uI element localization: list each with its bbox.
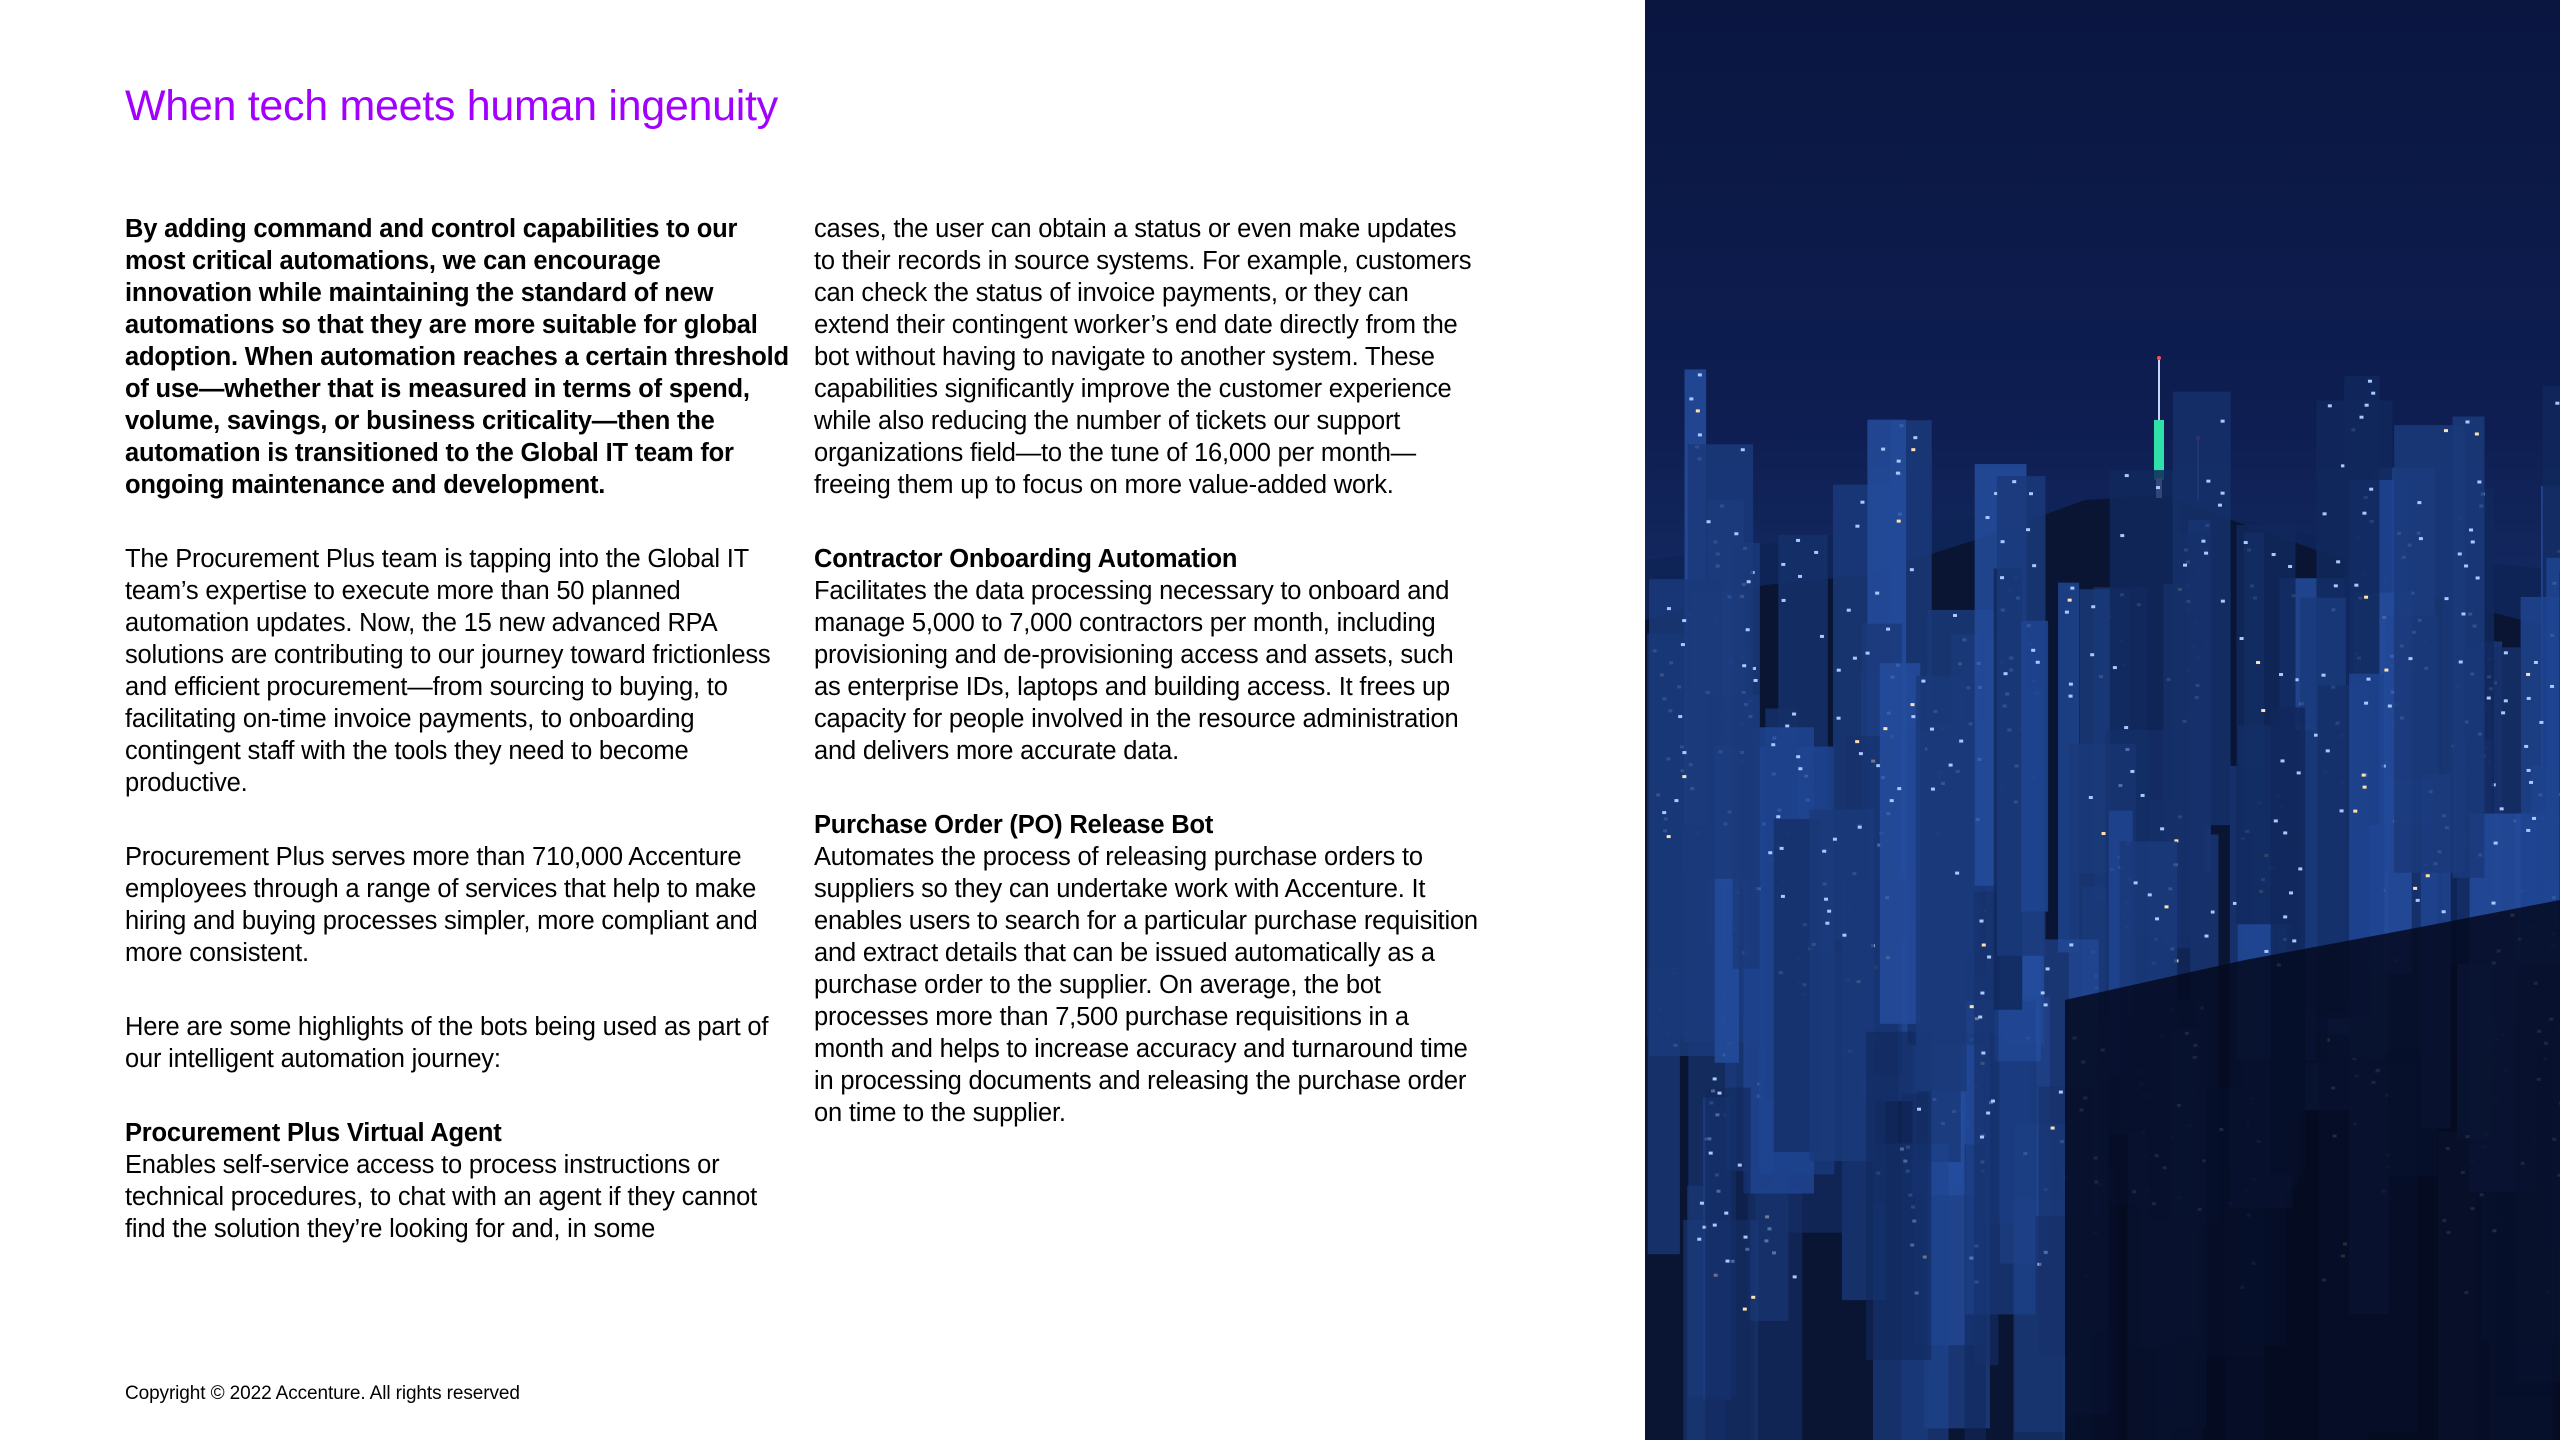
building-window — [1734, 532, 1738, 535]
building-window — [1855, 525, 1859, 528]
building-window — [2102, 832, 2106, 835]
building-window — [1667, 607, 1671, 610]
building-window — [2233, 902, 2237, 905]
building-window — [2272, 553, 2276, 556]
building-window — [1837, 717, 1841, 720]
building-window — [1827, 910, 1831, 913]
building-window — [2029, 492, 2033, 495]
building-window — [1981, 1052, 1985, 1055]
building-window — [2044, 1003, 2048, 1006]
building-window — [1798, 767, 1802, 770]
building-window — [2466, 420, 2470, 423]
building-window — [1780, 847, 1784, 850]
building-window — [1876, 764, 1880, 767]
building-window — [2221, 492, 2225, 495]
building-window — [1771, 743, 1775, 746]
building-window — [2065, 611, 2069, 614]
building-window — [2134, 881, 2138, 884]
building-window — [1825, 922, 1829, 925]
building-window — [1741, 448, 1745, 451]
building — [2452, 416, 2484, 877]
building-window — [2322, 674, 2326, 677]
section-po-release-bot — [814, 809, 1479, 1129]
building-window — [2221, 600, 2225, 603]
building-window — [1792, 713, 1796, 716]
building-window — [1814, 551, 1818, 554]
building-window — [1682, 775, 1686, 778]
building-window — [2000, 576, 2004, 579]
building-window — [2524, 745, 2528, 748]
building-window — [2004, 672, 2008, 675]
section-contractor-onboarding — [814, 543, 1479, 767]
building-window — [2417, 501, 2421, 504]
building-window — [1742, 664, 1746, 667]
building-window — [2426, 874, 2430, 877]
building-window — [2501, 711, 2505, 714]
building-window — [1662, 811, 1666, 814]
building-window — [2160, 827, 2164, 830]
building-window — [1682, 619, 1686, 622]
building-window — [2046, 967, 2050, 970]
building-window — [2283, 831, 2287, 834]
building-window — [2089, 796, 2093, 799]
building-window — [2206, 480, 2210, 483]
building-window — [1886, 628, 1890, 631]
building-window — [2264, 950, 2268, 953]
building-window — [2165, 905, 2169, 908]
section-body: Enables self-service access to process instructions or technical procedures, to chat with an agent if they cannot find the solution they’re looking for and, in some — [125, 1151, 757, 1243]
building-window — [2283, 915, 2287, 918]
building-window — [2012, 480, 2016, 483]
building-window — [1979, 920, 1983, 923]
building-window — [2504, 651, 2508, 654]
building-window — [1921, 680, 1925, 683]
city-night-photo — [1645, 0, 2560, 1440]
building-window — [2353, 810, 2357, 813]
building-window — [1796, 539, 1800, 542]
building-window — [2334, 584, 2338, 587]
building-window — [2090, 653, 2094, 656]
building-window — [2419, 537, 2423, 540]
building — [1705, 1088, 1750, 1440]
building-window — [1955, 872, 1959, 875]
building-window — [2314, 734, 2318, 737]
building-window — [1982, 944, 1986, 947]
cityscape-illustration — [1645, 0, 2560, 1440]
section-heading: Purchase Order (PO) Release Bot — [814, 811, 1214, 839]
building-window — [1931, 788, 1935, 791]
building-window — [1949, 764, 1953, 767]
building-window — [1738, 1164, 1742, 1167]
building-window — [1987, 956, 1991, 959]
building-window — [2326, 749, 2330, 752]
building-window — [1747, 580, 1751, 583]
section-heading: Contractor Onboarding Automation — [814, 545, 1238, 573]
building-window — [1853, 657, 1857, 660]
building-window — [2298, 867, 2302, 870]
intro-paragraph: By adding command and control capabilities to our most critical automations, we can encourage innovation while maintaining the standard of new automations so that they are more suitable for global adoption. When automation reaches a certain threshold of use—whether that is measured in terms of spend, volume, savings, or business criticality—then the automation is transitioned to the Global IT team for ongoing maintenance and development. — [125, 215, 789, 499]
building-window — [2001, 540, 2005, 543]
building-window — [2130, 770, 2134, 773]
building-window — [1820, 635, 1824, 638]
building-window — [2368, 380, 2372, 383]
building-window — [2442, 910, 2446, 913]
building-window — [2363, 786, 2367, 789]
paragraph-highlights: Here are some highlights of the bots being used as part of our intelligent automation journey: — [125, 1013, 769, 1073]
building-window — [1681, 643, 1685, 646]
building-window — [2526, 829, 2530, 832]
building-window — [1855, 740, 1859, 743]
building-window — [2340, 809, 2344, 812]
building-window — [1833, 838, 1837, 841]
building-window — [1698, 373, 1702, 376]
building-window — [1910, 568, 1914, 571]
building-window — [1986, 516, 1990, 519]
building-window — [1698, 433, 1702, 436]
building-window — [2461, 612, 2465, 615]
building-window — [1709, 1152, 1713, 1155]
building-window — [2261, 709, 2265, 712]
building-window — [1822, 850, 1826, 853]
building — [2021, 621, 2048, 912]
building-window — [2487, 697, 2491, 700]
building-window — [1875, 592, 1879, 595]
building-window — [2527, 769, 2531, 772]
building-window — [2388, 705, 2392, 708]
building-window — [1751, 1296, 1755, 1299]
building-window — [1930, 728, 1934, 731]
building-window — [1859, 752, 1863, 755]
building-window — [2445, 597, 2449, 600]
building-window — [1847, 609, 1851, 612]
building-window — [2051, 1127, 2055, 1130]
building-window — [2256, 661, 2260, 664]
building-window — [2534, 661, 2538, 664]
building-window — [1724, 1212, 1728, 1215]
building — [1809, 810, 1874, 1161]
building-window — [2459, 660, 2463, 663]
building-window — [2471, 540, 2475, 543]
building-window — [2292, 939, 2296, 942]
building-window — [1718, 1092, 1722, 1095]
building-window — [1970, 1005, 1974, 1008]
building-window — [1917, 1108, 1921, 1111]
building-window — [2504, 699, 2508, 702]
building-window — [2244, 541, 2248, 544]
building-window — [1697, 1238, 1701, 1241]
building-window — [1897, 787, 1901, 790]
building-window — [1978, 1016, 1982, 1019]
building-window — [1798, 575, 1802, 578]
section-heading: Procurement Plus Virtual Agent — [125, 1119, 502, 1147]
building-window — [2362, 774, 2366, 777]
building-window — [1667, 835, 1671, 838]
building-window — [2297, 771, 2301, 774]
building-window — [2336, 560, 2340, 563]
building-window — [2555, 402, 2559, 405]
building — [2173, 392, 2231, 826]
building-window — [1785, 725, 1789, 728]
building-window — [2155, 917, 2159, 920]
building-window — [2458, 552, 2462, 555]
building-window — [2274, 819, 2278, 822]
building-window — [1678, 715, 1682, 718]
paragraph-procurement-plus: Procurement Plus serves more than 710,000 Accenture employees through a range of services that help to make hiring and buying processes simpler, more compliant and more consistent. — [125, 843, 758, 967]
building-window — [1744, 1236, 1748, 1239]
building-window — [1897, 520, 1901, 523]
paragraph-global-it: The Procurement Plus team is tapping into the Global IT team’s expertise to execute more than 50 planned automation updates. Now, the 15 new advanced RPA solutions are contributing to our journey toward frictionless and efficient procurement—from sourcing to buying, to facilitating on-time invoice payments, to onboarding contingent staff with the tools they need to become productive. — [125, 545, 771, 797]
section-body: Automates the process of releasing purchase orders to suppliers so they can undertake work with Accenture. It enables users to search for a particular purchase requisition and extract details that can be issued automatically as a purchase order to the supplier. On average, the bot processes more than 7,500 purchase requisitions in a month and helps to increase accuracy and turnaround time in processing documents and releasing the purchase order on time to the supplier. — [814, 843, 1478, 1127]
building-window — [1953, 614, 1957, 617]
building-window — [2364, 702, 2368, 705]
building-window — [1781, 563, 1785, 566]
building-window — [1911, 715, 1915, 718]
building-window — [1883, 727, 1887, 730]
building-window — [1910, 703, 1914, 706]
building-window — [2539, 721, 2543, 724]
building-window — [2205, 935, 2209, 938]
building-window — [1689, 397, 1693, 400]
building-window — [1793, 1275, 1797, 1278]
building-window — [1959, 740, 1963, 743]
building-window — [1696, 409, 1700, 412]
building-window — [1754, 679, 1758, 682]
building-window — [2141, 794, 2145, 797]
building-window — [2204, 552, 2208, 555]
building-window — [2494, 842, 2498, 845]
building-window — [2201, 540, 2205, 543]
building-window — [2279, 673, 2283, 676]
building-window — [2070, 587, 2074, 590]
building-window — [2413, 887, 2417, 890]
building-window — [2069, 943, 2073, 946]
building-window — [2125, 474, 2129, 477]
building-window — [2281, 759, 2285, 762]
building-window — [1743, 1308, 1747, 1311]
building-window — [2362, 512, 2366, 515]
building-window — [2059, 1091, 2063, 1094]
building-window — [1824, 898, 1828, 901]
building-window — [2221, 420, 2225, 423]
building-window — [2366, 678, 2370, 681]
building-window — [1980, 992, 1984, 995]
building-window — [2371, 392, 2375, 395]
building-window — [1860, 501, 1864, 504]
building-window — [1980, 1136, 1984, 1139]
building-window — [2532, 817, 2536, 820]
section-body: Facilitates the data processing necessary to onboard and manage 5,000 to 7,000 contractors per month, including provisioning and de-provisioning access and assets, such as enterprise IDs, laptops and building access. It frees up capacity for people involved in the resource administration and delivers more accurate data. — [814, 577, 1459, 765]
building-window — [2069, 695, 2073, 698]
building-window — [1781, 895, 1785, 898]
building-window — [1768, 851, 1772, 854]
building-window — [1796, 755, 1800, 758]
building-window — [2148, 893, 2152, 896]
building-window — [2416, 899, 2420, 902]
building-window — [1913, 436, 1917, 439]
building-window — [2323, 512, 2327, 515]
building-window — [2444, 429, 2448, 432]
building-window — [2550, 685, 2554, 688]
copyright-notice: Copyright © 2022 Accenture. All rights reserved — [125, 1383, 520, 1404]
building-window — [2527, 697, 2531, 700]
building-window — [1911, 448, 1915, 451]
building-window — [2365, 404, 2369, 407]
building-window — [1991, 1100, 1995, 1103]
building-window — [2041, 991, 2045, 994]
building-window — [2408, 657, 2412, 660]
building-window — [1682, 751, 1686, 754]
building-window — [2211, 911, 2215, 914]
building-window — [1897, 460, 1901, 463]
building-window — [2032, 564, 2036, 567]
building-window — [1842, 934, 1846, 937]
building-window — [2240, 637, 2244, 640]
building-window — [1713, 1224, 1717, 1227]
building-window — [1713, 1077, 1717, 1080]
building-window — [2475, 432, 2479, 435]
building-window — [2492, 902, 2496, 905]
section-virtual-agent — [125, 1117, 790, 1245]
building-window — [1986, 1112, 1990, 1115]
building-window — [2036, 661, 2040, 664]
building-window — [2364, 596, 2368, 599]
right-column — [814, 213, 1479, 1171]
building-window — [2384, 669, 2388, 672]
left-column — [125, 213, 790, 1287]
building-window — [1726, 1260, 1730, 1263]
building-window — [2526, 673, 2530, 676]
building — [1916, 676, 1967, 1092]
building-window — [2183, 564, 2187, 567]
building-window — [2477, 480, 2481, 483]
building-window — [2068, 599, 2072, 602]
section-virtual-agent-continued: cases, the user can obtain a status or even make updates to their records in source systems. For example, customers can check the status of invoice payments, or they can extend their contingent worker’s end date directly from the bot without having to navigate to another system. These capabilities significantly improve the customer experience while also reducing the number of tickets our support organizations field—to the tune of 16,000 per month—freeing them up to focus on more value-added work. — [814, 215, 1472, 499]
building-window — [2124, 726, 2128, 729]
building-window — [2476, 576, 2480, 579]
building-window — [2328, 404, 2332, 407]
building-window — [2360, 416, 2364, 419]
building-window — [1674, 799, 1678, 802]
building-window — [2113, 666, 2117, 669]
building-window — [2069, 683, 2073, 686]
building-window — [2469, 528, 2473, 531]
building-window — [2529, 781, 2533, 784]
building-window — [2464, 564, 2468, 567]
building-window — [2369, 488, 2373, 491]
building-window — [2218, 504, 2222, 507]
building-window — [1776, 815, 1780, 818]
building-window — [1858, 826, 1862, 829]
building-window — [2354, 584, 2358, 587]
building — [1688, 444, 1753, 879]
building-window — [2026, 528, 2030, 531]
building-window — [1896, 472, 1900, 475]
building-window — [2120, 534, 2124, 537]
page-title: When tech meets human ingenuity — [125, 82, 778, 130]
building-window — [1890, 799, 1894, 802]
building-window — [2031, 649, 2035, 652]
building-window — [1782, 599, 1786, 602]
building-window — [2288, 565, 2292, 568]
building-window — [2289, 891, 2293, 894]
building-window — [1746, 628, 1750, 631]
building-window — [1700, 1202, 1704, 1205]
building-window — [2156, 486, 2160, 489]
building-window — [1866, 652, 1870, 655]
building-window — [2500, 807, 2504, 810]
building-window — [1881, 448, 1885, 451]
building-window — [2091, 605, 2095, 608]
building-window — [1837, 669, 1841, 672]
building-window — [1707, 520, 1711, 523]
